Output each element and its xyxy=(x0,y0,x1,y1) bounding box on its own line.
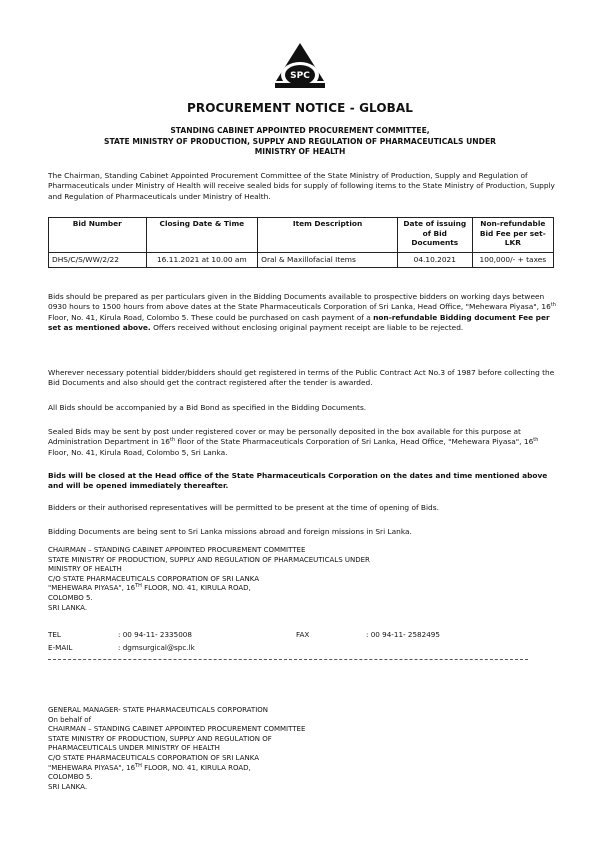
sealed-text-2: floor of the State Pharmaceuticals Corporation of Sri Lanka, Head Office, "Mehewara Piyasa", 16 xyxy=(175,437,534,447)
cell-item-description: Oral & Maxillofacial Items xyxy=(258,253,398,268)
logo-text: SPC xyxy=(290,71,310,81)
address-line: PHARMACEUTICALS UNDER MINISTRY OF HEALTH xyxy=(48,744,220,753)
address-line: STATE MINISTRY OF PRODUCTION, SUPPLY AND REGULATION OF xyxy=(48,734,272,743)
bids-closed-paragraph: Bids will be closed at the Head office of the State Pharmaceuticals Corporation on the dates and time mentioned above and will be opened immediately thereafter. xyxy=(48,471,548,491)
email-label: E-MAIL xyxy=(48,643,73,652)
bidding-fee-bold: non-refundable Bidding document Fee per set as mentioned above. xyxy=(48,312,550,333)
bid-table-header-row xyxy=(49,218,554,253)
header-bid-number: Bid Number xyxy=(49,218,147,253)
committee-heading xyxy=(40,126,560,158)
address-line: SRI LANKA. xyxy=(48,782,88,791)
chairman-address-block xyxy=(48,546,528,613)
sealed-text-1: Sealed Bids may be sent by post under registered cover or may be personally deposited in the box available for this purpose at Administration Department in 16 xyxy=(48,427,521,447)
sealed-text-3: Floor, No. 41, Kirula Road, Colombo 5, Sri Lanka. xyxy=(48,447,228,457)
address-line: CHAIRMAN – STANDING CABINET APPOINTED PROCUREMENT COMMITTEE xyxy=(48,725,306,734)
cell-issue-date: 04.10.2021 xyxy=(397,253,472,268)
address-line: STATE MINISTRY OF PRODUCTION, SUPPLY AND REGULATION OF PHARMACEUTICALS UNDER xyxy=(48,555,370,564)
bidding-text-2: Floor, No. 41, Kirula Road, Colombo 5. These could be purchased on cash payment of a xyxy=(48,312,374,322)
table-row xyxy=(49,253,554,268)
address-line: SRI LANKA. xyxy=(48,603,88,612)
committee-line-3: MINISTRY OF HEALTH xyxy=(254,147,346,156)
bidding-text-3: Offers received without enclosing original payment receipt are liable to be rejected. xyxy=(150,323,464,333)
general-manager-address-block xyxy=(48,706,528,792)
address-line: On behalf of xyxy=(48,715,92,724)
registration-paragraph: Wherever necessary potential bidder/bidders should get registered in terms of the Public Contract Act No.3 of 1987 before collecting the Bid Documents and also should get the contract registered after the tender is awarded. xyxy=(48,368,555,388)
committee-line-2: STATE MINISTRY OF PRODUCTION, SUPPLY AND REGULATION OF PHARMACEUTICALS UNDER xyxy=(103,136,496,146)
address-line: GENERAL MANAGER- STATE PHARMACEUTICALS CORPORATION xyxy=(48,706,269,714)
header-issue-date: Date of issuing of Bid Documents xyxy=(397,218,472,253)
bidders-present-paragraph: Bidders or their authorised representatives will be permitted to be present at the time of opening of Bids. xyxy=(48,503,439,512)
address-line: COLOMBO 5. xyxy=(48,593,93,602)
tel-label: TEL xyxy=(48,630,61,639)
bidding-documents-paragraph xyxy=(48,292,558,334)
tel-value: : 00 94-11- 2335008 xyxy=(118,630,192,639)
bidding-text-1: Bids should be prepared as per particulars given in the Bidding Documents available to prospective bidders on working days between 0930 hours to 1500 hours from above dates at the State Pharmaceuticals Corporation of Sri Lanka, Head Office, "Mehewara Piyasa", 16 xyxy=(48,292,551,312)
address-line: C/O STATE PHARMACEUTICALS CORPORATION OF SRI LANKA xyxy=(48,574,260,583)
sealed-sup-1: th xyxy=(170,437,176,444)
spc-logo-icon xyxy=(272,41,328,93)
address-line: C/O STATE PHARMACEUTICALS CORPORATION OF SRI LANKA xyxy=(48,753,260,762)
address-line: COLOMBO 5. xyxy=(48,773,93,782)
address-line: "MEHEWARA PIYASA", 16TH FLOOR, NO. 41, KIRULA ROAD, xyxy=(48,583,251,593)
committee-line-1: STANDING CABINET APPOINTED PROCUREMENT COMMITTEE, xyxy=(170,126,430,135)
bid-table xyxy=(48,217,554,268)
header-item-description: Item Description xyxy=(258,218,398,253)
missions-paragraph: Bidding Documents are being sent to Sri Lanka missions abroad and foreign missions in Sri Lanka. xyxy=(48,527,412,536)
email-value[interactable]: : dgmsurgical@spc.lk xyxy=(118,643,195,652)
cell-bid-number: DHS/C/S/WW/2/22 xyxy=(49,253,147,268)
bidding-sup: th xyxy=(550,302,556,309)
address-line: CHAIRMAN – STANDING CABINET APPOINTED PROCUREMENT COMMITTEE xyxy=(48,546,306,554)
address-line: MINISTRY OF HEALTH xyxy=(48,565,122,574)
sealed-bids-paragraph xyxy=(48,427,558,458)
fax-value: : 00 94-11- 2582495 xyxy=(366,630,440,639)
fax-label: FAX xyxy=(296,630,310,639)
intro-paragraph: The Chairman, Standing Cabinet Appointed Procurement Committee of the State Ministry of Production, Supply and Regulation of Pharmaceuticals under Ministry of Health will receive sealed bids for supply of following items to the State Ministry of Production, Supply and Regulation of Pharmaceuticals under Ministry of Health. xyxy=(48,171,555,201)
cell-bid-fee: 100,000/- + taxes xyxy=(472,253,553,268)
address-line: "MEHEWARA PIYASA", 16TH FLOOR, NO. 41, KIRULA ROAD, xyxy=(48,762,251,772)
header-closing-date: Closing Date & Time xyxy=(146,218,258,253)
divider-line xyxy=(48,659,528,660)
page-title: PROCUREMENT NOTICE - GLOBAL xyxy=(186,101,414,115)
header-bid-fee: Non-refundable Bid Fee per set- LKR xyxy=(472,218,553,253)
bid-bond-paragraph: All Bids should be accompanied by a Bid Bond as specified in the Bidding Documents. xyxy=(48,403,367,412)
cell-closing-date: 16.11.2021 at 10.00 am xyxy=(146,253,258,268)
spc-logo xyxy=(272,41,328,93)
sealed-sup-2: th xyxy=(533,437,539,444)
